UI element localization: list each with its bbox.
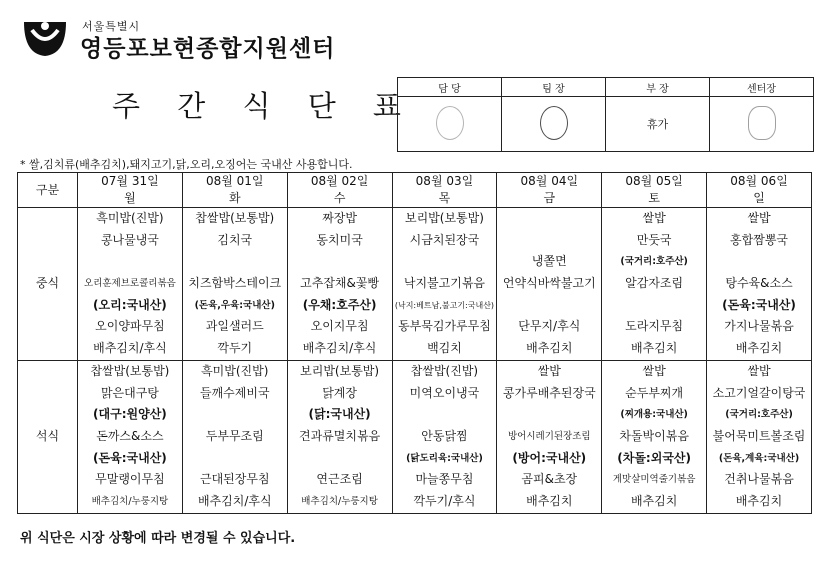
menu-item: 배추김치 bbox=[735, 341, 783, 356]
menu-item: 소고기얼갈이탕국 bbox=[712, 385, 806, 400]
menu-item: 방어시레기된장조림 bbox=[508, 430, 591, 442]
approval-header: 담 당 bbox=[398, 78, 502, 97]
approval-cell bbox=[502, 97, 606, 152]
menu-item bbox=[183, 448, 287, 470]
org-city: 서울특별시 bbox=[82, 20, 141, 33]
menu-item: 쌀밥 bbox=[642, 211, 666, 225]
menu-item bbox=[497, 230, 601, 252]
menu-item: (우채:호주산) bbox=[302, 297, 377, 312]
menu-item: 과일샐러드 bbox=[205, 319, 264, 334]
menu-item bbox=[497, 404, 601, 426]
lunch-menu-cell bbox=[182, 208, 287, 361]
menu-item: 쌀밥 bbox=[537, 363, 561, 378]
menu-item: 배추김치/누룽지탕 bbox=[301, 495, 378, 507]
menu-item: 배추김치 bbox=[526, 493, 573, 508]
day-weekday: 화 bbox=[228, 191, 241, 205]
day-date: 08월 05일 bbox=[625, 174, 683, 188]
menu-item bbox=[183, 251, 287, 273]
menu-item: 만둣국 bbox=[636, 232, 672, 247]
menu-item: 곰피&초장 bbox=[521, 472, 578, 487]
menu-item: 깍두기 bbox=[217, 341, 253, 356]
day-header bbox=[602, 173, 707, 208]
menu-item: 언약식바싹불고기 bbox=[502, 276, 596, 291]
menu-item: 쌀밥 bbox=[747, 211, 771, 225]
menu-item: (돈육:국내산) bbox=[93, 450, 167, 465]
day-weekday: 일 bbox=[753, 191, 765, 205]
signature-icon bbox=[748, 106, 776, 140]
menu-item: 동치미국 bbox=[316, 232, 363, 247]
menu-item: 백김치 bbox=[427, 341, 462, 356]
menu-item: (닭도리육:국내산) bbox=[406, 452, 483, 464]
menu-item: 배추김치/후식 bbox=[302, 341, 377, 356]
lunch-menu-cell bbox=[602, 208, 707, 361]
approval-cell bbox=[398, 97, 502, 152]
menu-item: 오이양파무침 bbox=[95, 319, 165, 334]
menu-item: 맑은대구탕 bbox=[100, 385, 159, 400]
seal-stamp-icon bbox=[436, 106, 464, 140]
corner-label: 구분 bbox=[18, 173, 78, 208]
dinner-label: 석식 bbox=[18, 360, 78, 513]
menu-item bbox=[78, 251, 182, 273]
menu-item: 찹쌀밥(진밥) bbox=[410, 363, 479, 378]
day-header bbox=[392, 173, 497, 208]
dinner-menu-cell bbox=[602, 360, 707, 513]
menu-item bbox=[707, 251, 811, 273]
origin-notice: * 쌀,김치류(배추김치),돼지고기,닭,오리,오징어는 국내산 사용합니다. bbox=[20, 158, 353, 171]
menu-item: 배추김치 bbox=[630, 341, 678, 356]
menu-item: (국거리:호주산) bbox=[725, 409, 793, 421]
dinner-menu-cell bbox=[392, 360, 497, 513]
org-logo bbox=[20, 14, 70, 58]
menu-item: 치즈함박스테이크 bbox=[188, 276, 282, 291]
menu-item bbox=[393, 251, 497, 273]
menu-item: 쌀밥 bbox=[642, 363, 666, 378]
day-date: 07월 31일 bbox=[101, 174, 159, 188]
menu-item bbox=[288, 448, 392, 470]
menu-item: 배추김치/후식 bbox=[93, 341, 167, 356]
menu-item: 견과류멸치볶음 bbox=[299, 428, 381, 443]
dinner-menu-cell bbox=[497, 360, 602, 513]
menu-item: 연근조림 bbox=[316, 472, 363, 487]
menu-item: (방어:국내산) bbox=[512, 450, 587, 465]
lunch-menu-cell bbox=[707, 208, 812, 361]
menu-item: 찹쌀밥(보통밥) bbox=[90, 363, 170, 378]
menu-item: 흑미밥(진밥) bbox=[96, 211, 164, 225]
menu-item: (국거리:호주산) bbox=[620, 256, 688, 268]
menu-item: (낙지:베트남,불고기:국내산) bbox=[394, 300, 495, 310]
menu-item: 배추김치 bbox=[735, 493, 783, 508]
menu-item: 냉쫄면 bbox=[531, 254, 567, 269]
day-date: 08월 01일 bbox=[205, 174, 264, 188]
day-header bbox=[287, 173, 392, 208]
page-title: 주 간 식 단 표 bbox=[112, 89, 415, 123]
menu-item bbox=[497, 295, 601, 317]
lunch-menu-cell bbox=[392, 208, 497, 361]
menu-item: 보리밥(보통밥) bbox=[404, 211, 484, 225]
menu-item: (돈육,계육:국내산) bbox=[718, 452, 800, 464]
menu-item: 안동닭찜 bbox=[421, 428, 468, 443]
menu-item: (찌개용:국내산) bbox=[620, 409, 688, 421]
menu-item: 홍합짬뽕국 bbox=[730, 232, 789, 247]
day-header bbox=[707, 173, 812, 208]
menu-item: 짜장밥 bbox=[322, 211, 357, 225]
day-date: 08월 06일 bbox=[730, 174, 788, 188]
dinner-menu-cell bbox=[707, 360, 812, 513]
menu-item bbox=[393, 404, 497, 426]
menu-item: 배추김치 bbox=[526, 341, 573, 356]
menu-item: 건취나물볶음 bbox=[724, 472, 794, 487]
org-name: 영등포보현종합지원센터 bbox=[80, 36, 336, 62]
dinner-menu-cell bbox=[287, 360, 392, 513]
menu-item: 배추김치/후식 bbox=[197, 493, 272, 508]
approval-cell: 휴가 bbox=[606, 97, 710, 152]
menu-item: (오리:국내산) bbox=[93, 297, 167, 312]
menu-item: 고추잡채&꽃빵 bbox=[300, 276, 380, 291]
menu-item: 배추김치/누룽지탕 bbox=[91, 495, 169, 507]
menu-item: 동부묵김가루무침 bbox=[398, 319, 491, 334]
menu-item: (닭:국내산) bbox=[308, 407, 371, 422]
day-weekday: 수 bbox=[333, 191, 346, 205]
menu-item: 마늘쫑무침 bbox=[415, 472, 474, 487]
day-date: 08월 04일 bbox=[520, 174, 579, 188]
menu-item: 오이지무침 bbox=[310, 319, 369, 334]
menu-item: (대구:원양산) bbox=[93, 407, 167, 422]
approval-table bbox=[397, 77, 814, 152]
menu-item bbox=[602, 295, 706, 317]
menu-item: 알감자조림 bbox=[625, 276, 684, 291]
weekly-menu-table bbox=[17, 172, 812, 514]
menu-item: 콩나물냉국 bbox=[100, 232, 159, 247]
footer-note: 위 식단은 시장 상황에 따라 변경될 수 있습니다. bbox=[20, 531, 296, 546]
menu-item: 순두부찌개 bbox=[625, 385, 684, 400]
menu-item: 깍두기/후식 bbox=[413, 493, 476, 508]
lunch-label: 중식 bbox=[18, 208, 78, 361]
seal-stamp-icon bbox=[540, 106, 568, 140]
approval-header: 팀 장 bbox=[502, 78, 606, 97]
dinner-menu-cell bbox=[78, 360, 183, 513]
approval-header: 부 장 bbox=[606, 78, 710, 97]
menu-item bbox=[288, 251, 392, 273]
approval-cell bbox=[710, 97, 814, 152]
menu-item: 불어묵미트볼조림 bbox=[712, 428, 806, 443]
lunch-menu-cell bbox=[78, 208, 183, 361]
menu-item: 가지나물볶음 bbox=[724, 319, 794, 334]
menu-item: 들깨수제비국 bbox=[199, 385, 270, 400]
day-weekday: 토 bbox=[648, 191, 660, 205]
menu-item: 찹쌀밥(보통밥) bbox=[195, 211, 275, 225]
menu-item: 보리밥(보통밥) bbox=[300, 363, 380, 378]
menu-item: 미역오이냉국 bbox=[409, 385, 480, 400]
menu-item bbox=[183, 404, 287, 426]
day-weekday: 목 bbox=[438, 191, 451, 205]
day-header bbox=[78, 173, 183, 208]
menu-item: 배추김치 bbox=[630, 493, 678, 508]
menu-item: 게맛살미역줄기볶음 bbox=[612, 474, 696, 486]
menu-item: 근대된장무침 bbox=[199, 472, 270, 487]
menu-item: 오리훈제브로콜리볶음 bbox=[84, 278, 176, 290]
approval-header: 센터장 bbox=[710, 78, 814, 97]
menu-item: 탕수육&소스 bbox=[725, 276, 793, 291]
day-weekday: 금 bbox=[543, 191, 556, 205]
menu-item: 단무지/후식 bbox=[518, 319, 581, 334]
lunch-menu-cell bbox=[497, 208, 602, 361]
day-date: 08월 02일 bbox=[310, 174, 369, 188]
menu-item: 김치국 bbox=[217, 232, 253, 247]
menu-item: 시금치된장국 bbox=[409, 232, 480, 247]
menu-item: (돈육:국내산) bbox=[722, 297, 796, 312]
menu-item: 무말랭이무침 bbox=[95, 472, 165, 487]
lunch-menu-cell bbox=[287, 208, 392, 361]
menu-item: 흑미밥(진밥) bbox=[201, 363, 269, 378]
menu-item: 차돌박이볶음 bbox=[619, 428, 689, 443]
menu-item: (돈육,우육:국내산) bbox=[194, 299, 275, 311]
day-header bbox=[497, 173, 602, 208]
menu-item: 돈까스&소스 bbox=[96, 428, 164, 443]
menu-item: 두부무조림 bbox=[205, 428, 264, 443]
menu-item: 닭계장 bbox=[322, 385, 357, 400]
day-weekday: 월 bbox=[124, 191, 136, 205]
menu-item: 콩가루배추된장국 bbox=[502, 385, 596, 400]
day-header bbox=[182, 173, 287, 208]
dinner-menu-cell bbox=[182, 360, 287, 513]
menu-item bbox=[497, 208, 601, 230]
menu-item: 쌀밥 bbox=[747, 363, 771, 378]
menu-item: 도라지무침 bbox=[625, 319, 684, 334]
menu-item: (차돌:외국산) bbox=[617, 450, 691, 465]
menu-item: 낙지불고기볶음 bbox=[403, 276, 486, 291]
day-date: 08월 03일 bbox=[415, 174, 474, 188]
